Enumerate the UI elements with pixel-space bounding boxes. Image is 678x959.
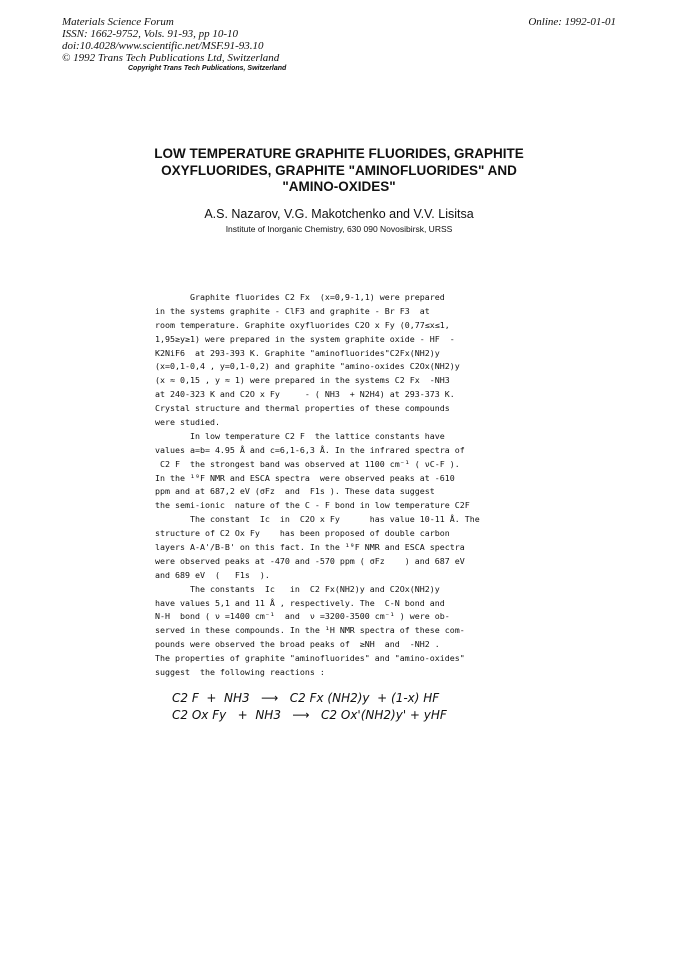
- online-date: Online: 1992-01-01: [528, 16, 616, 28]
- abstract-line: served in these compounds. In the ¹H NMR spectra of these com-: [155, 625, 465, 636]
- abstract-line: structure of C2 Ox Fy has been proposed of double carbon: [155, 528, 450, 539]
- abstract-line: In low temperature C2 F the lattice constants have: [155, 430, 445, 441]
- abstract-line: the semi-ionic nature of the C - F bond in low temperature C2F: [155, 500, 470, 511]
- title-line: LOW TEMPERATURE GRAPHITE FLUORIDES, GRAPHITE: [154, 146, 524, 161]
- abstract-line: have values 5,1 and 11 Å , respectively. The C-N bond and: [155, 597, 445, 608]
- copyright-line: Copyright Trans Tech Publications, Switzerland: [128, 65, 287, 72]
- abstract-line: The constant Ic in C2O x Fy has value 10-11 Å. The: [155, 514, 480, 525]
- affiliation: Institute of Inorganic Chemistry, 630 090 Novosibirsk, URSS: [225, 224, 453, 234]
- abstract-line: The constants Ic in C2 Fx(NH2)y and C2Ox(NH2)y: [155, 583, 440, 594]
- abstract-line: suggest the following reactions :: [155, 667, 325, 678]
- abstract-line: The properties of graphite "aminofluorides" and "amino-oxides": [155, 653, 465, 664]
- publisher-line: © 1992 Trans Tech Publications Ltd, Switzerland: [62, 52, 280, 64]
- doi-line: doi:10.4028/www.scientific.net/MSF.91-93.10: [62, 40, 264, 52]
- journal-name: Materials Science Forum: [62, 16, 174, 28]
- reaction-equations: [172, 690, 502, 724]
- abstract-body: [155, 291, 523, 680]
- abstract-line: K2NiF6 at 293-393 K. Graphite "aminofluorides"C2Fx(NH2)y: [155, 347, 440, 358]
- abstract-line: and 689 eV ( F1s ).: [155, 569, 270, 580]
- title-line: OXYFLUORIDES, GRAPHITE "AMINOFLUORIDES" AND: [161, 162, 517, 178]
- abstract-line: pounds were observed the broad peaks of ≥NH and -NH2 .: [155, 639, 440, 650]
- abstract-line: C2 F the strongest band was observed at 1100 cm⁻¹ ( νC-F ).: [155, 458, 460, 469]
- abstract-line: In the ¹⁹F NMR and ESCA spectra were observed peaks at -610: [155, 472, 455, 483]
- abstract-line: ppm and at 687,2 eV (σFz and F1s ). These data suggest: [155, 486, 435, 497]
- reaction-equation: C2 Ox Fy + NH3 ⟶ C2 Ox'(NH2)y' + yHF: [172, 708, 447, 722]
- abstract-line: (x=0,1-0,4 , y=0,1-0,2) and graphite "amino-oxides C2Ox(NH2)y: [155, 361, 460, 372]
- abstract-line: room temperature. Graphite oxyfluorides C2O x Fy (0,77≤x≤1,: [155, 319, 450, 330]
- reaction-equation: C2 F + NH3 ⟶ C2 Fx (NH2)y + (1-x) HF: [172, 691, 440, 705]
- abstract-line: Graphite fluorides C2 Fx (x=0,9-1,1) were prepared: [155, 292, 445, 302]
- abstract-line: values a=b= 4.95 Å and c=6,1-6,3 Å. In the infrared spectra of: [155, 444, 465, 455]
- abstract-line: layers A-A'/B-B' on this fact. In the ¹⁹F NMR and ESCA spectra: [155, 542, 465, 553]
- abstract-line: at 240-323 K and C2O x Fy - ( NH3 + N2H4) at 293-373 K.: [155, 389, 455, 400]
- abstract-line: were observed peaks at -470 and -570 ppm ( σFz ) and 687 eV: [155, 555, 465, 566]
- abstract-line: Crystal structure and thermal properties of these compounds: [155, 403, 450, 414]
- journal-header: [62, 16, 279, 64]
- abstract-line: 1,95≥y≥1) were prepared in the system graphite oxide - HF -: [155, 333, 455, 344]
- author-list: A.S. Nazarov, V.G. Makotchenko and V.V. Lisitsa: [204, 207, 474, 221]
- paper-title: [120, 146, 558, 196]
- issn-line: ISSN: 1662-9752, Vols. 91-93, pp 10-10: [62, 28, 238, 40]
- title-line: "AMINO-OXIDES": [282, 179, 396, 194]
- abstract-line: (x ≈ 0,15 , y ≈ 1) were prepared in the systems C2 Fx -NH3: [155, 375, 450, 386]
- abstract-line: in the systems graphite - ClF3 and graphite - Br F3 at: [155, 305, 430, 316]
- abstract-line: were studied.: [155, 417, 220, 428]
- abstract-line: N-H bond ( ν =1400 cm⁻¹ and ν =3200-3500 cm⁻¹ ) were ob-: [155, 611, 450, 622]
